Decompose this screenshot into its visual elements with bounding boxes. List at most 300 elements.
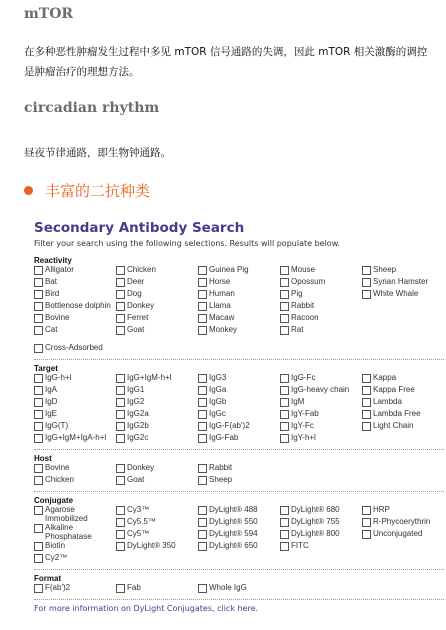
checkbox-icon[interactable]: [362, 386, 371, 395]
checkbox-icon[interactable]: [34, 542, 43, 551]
checkbox-icon[interactable]: [280, 422, 289, 431]
checkbox-icon[interactable]: [280, 278, 289, 287]
option-label: IgGc: [209, 409, 226, 418]
checkbox-option[interactable]: [280, 541, 362, 553]
option-label: Monkey: [209, 325, 238, 334]
option-label: Macaw: [209, 313, 235, 322]
panel-subtitle: Filter your search using the following selections. Results will populate below.: [34, 239, 341, 248]
checkbox-icon[interactable]: [280, 374, 289, 383]
option-column: [34, 583, 116, 595]
option-label: Goat: [127, 475, 145, 484]
option-label: Cy5™: [127, 529, 150, 538]
group-title: Reactivity: [34, 256, 72, 265]
option-label: IgG2a: [127, 409, 149, 418]
option-label: Rabbit: [291, 301, 315, 310]
checkbox-option[interactable]: [280, 265, 362, 277]
checkbox-option[interactable]: [280, 313, 362, 325]
checkbox-icon[interactable]: [198, 290, 207, 299]
option-label: IgG+IgM+IgA-h+l: [45, 433, 107, 442]
checkbox-option[interactable]: [198, 313, 280, 325]
checkbox-option[interactable]: [198, 541, 280, 553]
checkbox-option[interactable]: [34, 541, 116, 553]
group-title: Format: [34, 574, 62, 583]
option-label: Chicken: [127, 265, 156, 274]
option-column: [198, 583, 280, 595]
option-column: [362, 505, 444, 565]
checkbox-option[interactable]: [34, 301, 116, 313]
checkbox-option[interactable]: [198, 463, 280, 475]
checkbox-option[interactable]: [34, 505, 116, 523]
checkbox-option[interactable]: [34, 289, 116, 301]
option-label: Sheep: [209, 475, 233, 484]
checkbox-option[interactable]: [362, 289, 444, 301]
checkbox-option[interactable]: [34, 523, 116, 541]
option-label: Bovine: [45, 463, 70, 472]
checkbox-icon[interactable]: [362, 506, 371, 515]
option-label: DyLight® 594: [209, 529, 258, 538]
divider: [34, 599, 444, 600]
option-label: Agarose Immobilized: [45, 505, 88, 523]
option-label: IgG2c: [127, 433, 149, 442]
checkbox-icon[interactable]: [34, 554, 43, 563]
heading-mtor: mTOR: [24, 6, 74, 22]
option-label: White Whale: [373, 289, 419, 298]
checkbox-icon[interactable]: [198, 410, 207, 419]
checkbox-option[interactable]: [34, 397, 116, 409]
option-label: Whole IgG: [209, 583, 247, 592]
checkbox-icon[interactable]: [280, 302, 289, 311]
option-label: IgG+IgM-h+l: [127, 373, 172, 382]
checkbox-option[interactable]: [280, 373, 362, 385]
option-column: [34, 505, 116, 565]
option-column: [280, 373, 362, 445]
checkbox-option[interactable]: [116, 265, 198, 277]
checkbox-icon[interactable]: [280, 518, 289, 527]
checkbox-option[interactable]: [198, 433, 280, 445]
checkbox-icon[interactable]: [116, 302, 125, 311]
checkbox-option[interactable]: [34, 553, 116, 565]
option-column: [198, 463, 280, 487]
checkbox-option[interactable]: [34, 475, 116, 487]
option-column: [280, 505, 362, 565]
checkbox-icon[interactable]: [280, 398, 289, 407]
option-label: Chicken: [45, 475, 74, 484]
group-title: Host: [34, 454, 52, 463]
checkbox-icon[interactable]: [198, 278, 207, 287]
option-label: Cy5.5™: [127, 517, 156, 526]
option-label: Rabbit: [209, 463, 233, 472]
option-label: IgD: [45, 397, 58, 406]
group-title: Target: [34, 364, 58, 373]
option-label: Bovine: [45, 313, 70, 322]
option-column: [198, 505, 280, 565]
option-label: Racoon: [291, 313, 319, 322]
checkbox-option[interactable]: [362, 529, 444, 541]
checkbox-option[interactable]: [34, 463, 116, 475]
checkbox-option[interactable]: [34, 385, 116, 397]
checkbox-icon[interactable]: [34, 266, 43, 275]
checkbox-icon[interactable]: [280, 434, 289, 443]
checkbox-icon[interactable]: [198, 464, 207, 473]
option-label: Goat: [127, 325, 145, 334]
checkbox-icon[interactable]: [34, 422, 43, 431]
checkbox-option[interactable]: [34, 409, 116, 421]
option-label: F(ab')2: [45, 583, 71, 592]
checkbox-icon[interactable]: [280, 410, 289, 419]
section-heading-text: 丰富的二抗种类: [45, 182, 151, 200]
checkbox-icon[interactable]: [280, 530, 289, 539]
option-label: IgY-Fc: [291, 421, 314, 430]
checkbox-option[interactable]: [116, 385, 198, 397]
checkbox-option[interactable]: [116, 373, 198, 385]
checkbox-icon[interactable]: [362, 518, 371, 527]
checkbox-icon[interactable]: [280, 326, 289, 335]
checkbox-icon[interactable]: [362, 398, 371, 407]
checkbox-option[interactable]: [34, 277, 116, 289]
checkbox-icon[interactable]: [116, 386, 125, 395]
checkbox-option[interactable]: [198, 583, 280, 595]
option-column: [116, 373, 198, 445]
checkbox-icon[interactable]: [34, 584, 43, 593]
option-label: IgG-F(ab')2: [209, 421, 250, 430]
checkbox-option[interactable]: [198, 385, 280, 397]
checkbox-option[interactable]: [198, 421, 280, 433]
checkbox-option[interactable]: [280, 409, 362, 421]
group-reactivity: [34, 256, 444, 355]
checkbox-icon[interactable]: [280, 314, 289, 323]
checkbox-option[interactable]: [34, 313, 116, 325]
checkbox-icon[interactable]: [34, 290, 43, 299]
checkbox-icon[interactable]: [198, 584, 207, 593]
divider: [34, 449, 444, 450]
checkbox-option[interactable]: [362, 385, 444, 397]
group-format: [34, 574, 444, 595]
checkbox-icon[interactable]: [116, 314, 125, 323]
option-label: Llama: [209, 301, 231, 310]
group-conjugate: [34, 496, 444, 565]
option-label: IgG2b: [127, 421, 149, 430]
group-title: Conjugate: [34, 496, 74, 505]
checkbox-option[interactable]: [116, 517, 198, 529]
checkbox-option[interactable]: [280, 301, 362, 313]
checkbox-option[interactable]: [116, 301, 198, 313]
checkbox-icon[interactable]: [116, 374, 125, 383]
checkbox-option[interactable]: [280, 277, 362, 289]
checkbox-icon[interactable]: [34, 278, 43, 287]
checkbox-option[interactable]: [116, 583, 198, 595]
checkbox-icon[interactable]: [198, 314, 207, 323]
option-column: [34, 373, 116, 445]
option-label: Donkey: [127, 301, 155, 310]
checkbox-icon[interactable]: [116, 326, 125, 335]
option-label: IgGb: [209, 397, 227, 406]
checkbox-icon[interactable]: [116, 506, 125, 515]
option-label: Rat: [291, 325, 304, 334]
checkbox-icon[interactable]: [362, 530, 371, 539]
option-label: Pig: [291, 289, 303, 298]
paragraph-mtor: 在多种恶性肿瘤发生过程中多见 mTOR 信号通路的失调，因此 mTOR 相关激酶的调控是肿瘤治疗的理想方法。: [24, 46, 428, 78]
checkbox-icon[interactable]: [116, 542, 125, 551]
checkbox-icon[interactable]: [198, 302, 207, 311]
option-label: Fab: [127, 583, 141, 592]
checkbox-option[interactable]: [362, 421, 444, 433]
checkbox-option[interactable]: [116, 433, 198, 445]
checkbox-option[interactable]: [116, 277, 198, 289]
checkbox-option[interactable]: [198, 325, 280, 337]
divider: [34, 359, 444, 360]
checkbox-icon[interactable]: [198, 374, 207, 383]
checkbox-icon[interactable]: [116, 434, 125, 443]
checkbox-option[interactable]: [280, 505, 362, 517]
checkbox-option[interactable]: [198, 277, 280, 289]
option-label: Cat: [45, 325, 58, 334]
option-label: FITC: [291, 541, 309, 550]
checkbox-icon[interactable]: [198, 530, 207, 539]
checkbox-option[interactable]: [362, 373, 444, 385]
checkbox-option[interactable]: [280, 289, 362, 301]
option-label: Mouse: [291, 265, 316, 274]
checkbox-option[interactable]: [280, 397, 362, 409]
checkbox-icon[interactable]: [362, 422, 371, 431]
checkbox-option[interactable]: [280, 529, 362, 541]
option-label: Light Chain: [373, 421, 414, 430]
checkbox-icon[interactable]: [34, 398, 43, 407]
option-label: Cy3™: [127, 505, 150, 514]
checkbox-icon[interactable]: [116, 476, 125, 485]
checkbox-icon[interactable]: [280, 506, 289, 515]
option-label: IgA: [45, 385, 58, 394]
group-host: [34, 454, 444, 487]
option-label: DyLight® 550: [209, 517, 258, 526]
checkbox-option[interactable]: [362, 409, 444, 421]
checkbox-icon[interactable]: [280, 290, 289, 299]
checkbox-option[interactable]: [34, 421, 116, 433]
divider: [34, 491, 444, 492]
checkbox-option[interactable]: [362, 265, 444, 277]
checkbox-icon[interactable]: [362, 290, 371, 299]
checkbox-option[interactable]: [116, 541, 198, 553]
option-label: Cross-Adsorbed: [45, 343, 103, 352]
option-column: [34, 463, 116, 487]
antibody-search-panel: [34, 220, 444, 613]
checkbox-icon[interactable]: [34, 506, 43, 515]
checkbox-icon[interactable]: [198, 326, 207, 335]
option-label: Ferret: [127, 313, 149, 322]
option-label: IgG3: [209, 373, 227, 382]
checkbox-option[interactable]: [34, 583, 116, 595]
option-label: IgM: [291, 397, 305, 406]
checkbox-icon[interactable]: [34, 344, 43, 353]
option-label: Bottlenose dolphin: [45, 301, 111, 310]
checkbox-option[interactable]: [198, 505, 280, 517]
option-label: IgG2: [127, 397, 145, 406]
option-label: Syrian Hamster: [373, 277, 429, 286]
checkbox-icon[interactable]: [198, 542, 207, 551]
checkbox-option[interactable]: [116, 313, 198, 325]
checkbox-icon[interactable]: [198, 398, 207, 407]
heading-circadian: circadian rhythm: [24, 100, 160, 116]
checkbox-option[interactable]: [116, 505, 198, 517]
checkbox-icon[interactable]: [362, 410, 371, 419]
panel-title: Secondary Antibody Search: [34, 220, 245, 236]
option-label: R-Phycoerythrin: [373, 517, 431, 526]
checkbox-option[interactable]: [116, 463, 198, 475]
checkbox-icon[interactable]: [34, 434, 43, 443]
option-column: [116, 583, 198, 595]
checkbox-icon[interactable]: [116, 464, 125, 473]
option-label: IgG-Fab: [209, 433, 239, 442]
checkbox-option[interactable]: [362, 505, 444, 517]
bullet-dot-icon: [24, 186, 33, 195]
option-label: DyLight® 488: [209, 505, 258, 514]
option-label: IgY-Fab: [291, 409, 319, 418]
checkbox-option[interactable]: [34, 325, 116, 337]
checkbox-option[interactable]: [198, 517, 280, 529]
checkbox-icon[interactable]: [280, 542, 289, 551]
option-label: Deer: [127, 277, 145, 286]
checkbox-option[interactable]: [198, 475, 280, 487]
checkbox-icon[interactable]: [34, 524, 43, 533]
option-label: Lambda Free: [373, 409, 421, 418]
option-label: Donkey: [127, 463, 155, 472]
option-label: Kappa: [373, 373, 397, 382]
checkbox-option[interactable]: [198, 397, 280, 409]
checkbox-icon[interactable]: [280, 386, 289, 395]
checkbox-option[interactable]: [280, 325, 362, 337]
option-label: Human: [209, 289, 235, 298]
checkbox-icon[interactable]: [362, 278, 371, 287]
option-label: IgG1: [127, 385, 145, 394]
checkbox-option[interactable]: [116, 325, 198, 337]
checkbox-option[interactable]: [116, 475, 198, 487]
checkbox-option[interactable]: [280, 385, 362, 397]
checkbox-icon[interactable]: [34, 374, 43, 383]
option-label: Opossum: [291, 277, 326, 286]
option-column: [362, 373, 444, 445]
option-label: HRP: [373, 505, 390, 514]
option-label: IgG-Fc: [291, 373, 316, 382]
checkbox-icon[interactable]: [198, 386, 207, 395]
checkbox-option[interactable]: [116, 289, 198, 301]
checkbox-option[interactable]: [198, 301, 280, 313]
checkbox-icon[interactable]: [198, 476, 207, 485]
option-label: Alligator: [45, 265, 74, 274]
checkbox-icon[interactable]: [34, 302, 43, 311]
checkbox-icon[interactable]: [34, 326, 43, 335]
checkbox-option[interactable]: [362, 277, 444, 289]
checkbox-option[interactable]: [198, 373, 280, 385]
option-label: Alkaline Phosphatase: [45, 523, 92, 541]
option-label: Lambda: [373, 397, 402, 406]
option-label: Kappa Free: [373, 385, 415, 394]
checkbox-icon[interactable]: [280, 266, 289, 275]
checkbox-option[interactable]: [198, 409, 280, 421]
option-label: Biotin: [45, 541, 66, 550]
option-column: [116, 463, 198, 487]
dylight-info-link[interactable]: For more information on DyLight Conjugates, click here.: [34, 604, 259, 613]
checkbox-icon[interactable]: [34, 386, 43, 395]
option-label: Unconjugated: [373, 529, 423, 538]
option-column: [280, 265, 362, 337]
checkbox-icon[interactable]: [198, 422, 207, 431]
option-column: [116, 505, 198, 565]
option-column: [34, 265, 116, 337]
checkbox-option[interactable]: [362, 397, 444, 409]
option-column: [362, 265, 444, 337]
option-label: DyLight® 800: [291, 529, 340, 538]
checkbox-option[interactable]: [116, 397, 198, 409]
checkbox-option[interactable]: [362, 517, 444, 529]
checkbox-icon[interactable]: [116, 584, 125, 593]
option-label: DyLight® 650: [209, 541, 258, 550]
checkbox-icon[interactable]: [116, 278, 125, 287]
checkbox-option[interactable]: [34, 373, 116, 385]
option-column: [116, 265, 198, 337]
option-label: Bat: [45, 277, 58, 286]
checkbox-option[interactable]: [34, 265, 116, 277]
checkbox-icon[interactable]: [34, 476, 43, 485]
option-label: Guinea Pig: [209, 265, 249, 274]
checkbox-icon[interactable]: [362, 374, 371, 383]
checkbox-icon[interactable]: [198, 434, 207, 443]
checkbox-option[interactable]: [34, 433, 116, 445]
checkbox-option[interactable]: [198, 289, 280, 301]
checkbox-option[interactable]: [116, 529, 198, 541]
option-label: DyLight® 350: [127, 541, 176, 550]
option-label: IgG-h+l: [45, 373, 72, 382]
checkbox-icon[interactable]: [362, 266, 371, 275]
checkbox-icon[interactable]: [34, 464, 43, 473]
checkbox-icon[interactable]: [116, 410, 125, 419]
checkbox-option[interactable]: [198, 529, 280, 541]
checkbox-icon[interactable]: [116, 422, 125, 431]
option-label: IgG-heavy chain: [291, 385, 350, 394]
divider: [34, 569, 444, 570]
option-label: DyLight® 680: [291, 505, 340, 514]
option-label: DyLight® 755: [291, 517, 340, 526]
checkbox-icon[interactable]: [198, 506, 207, 515]
checkbox-icon[interactable]: [116, 398, 125, 407]
option-label: Cy2™: [45, 553, 68, 562]
checkbox-icon[interactable]: [198, 266, 207, 275]
option-label: IgY-h+l: [291, 433, 316, 442]
checkbox-option[interactable]: [280, 433, 362, 445]
checkbox-icon[interactable]: [116, 290, 125, 299]
option-column: [198, 373, 280, 445]
option-label: IgGa: [209, 385, 227, 394]
checkbox-icon[interactable]: [116, 530, 125, 539]
checkbox-option[interactable]: [116, 421, 198, 433]
paragraph-circadian: 昼夜节律通路，即生物钟通路。: [24, 147, 171, 159]
section-heading: [24, 180, 150, 201]
option-label: IgE: [45, 409, 58, 418]
checkbox-icon[interactable]: [34, 314, 43, 323]
checkbox-option[interactable]: [116, 409, 198, 421]
checkbox-option[interactable]: [280, 517, 362, 529]
option-label: IgG(T): [45, 421, 69, 430]
checkbox-icon[interactable]: [198, 518, 207, 527]
group-target: [34, 364, 444, 445]
checkbox-icon[interactable]: [34, 410, 43, 419]
checkbox-icon[interactable]: [116, 266, 125, 275]
option-label: Bird: [45, 289, 60, 298]
checkbox-option[interactable]: [280, 421, 362, 433]
checkbox-option[interactable]: [34, 343, 444, 355]
option-label: Dog: [127, 289, 142, 298]
checkbox-option[interactable]: [198, 265, 280, 277]
checkbox-icon[interactable]: [116, 518, 125, 527]
option-label: Horse: [209, 277, 231, 286]
